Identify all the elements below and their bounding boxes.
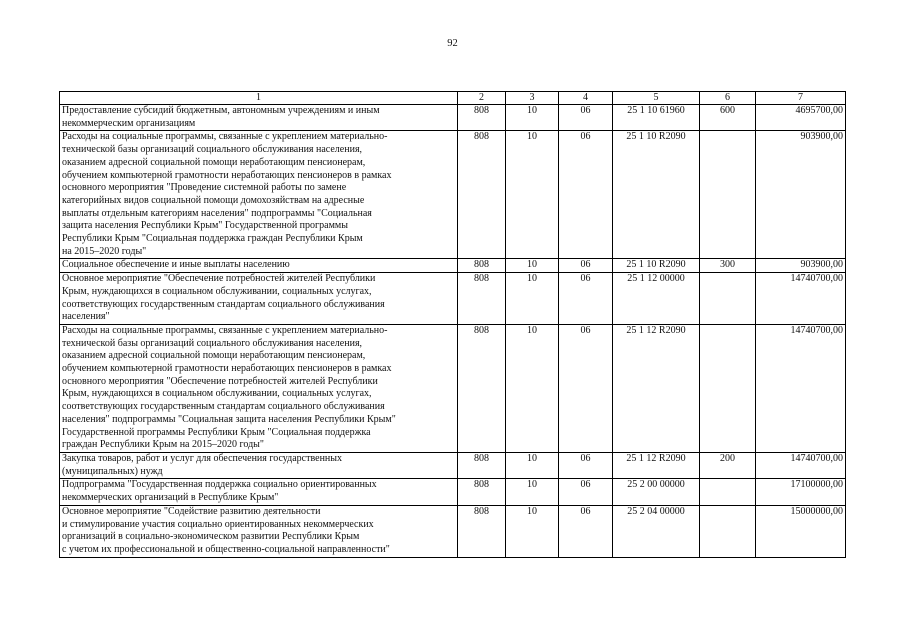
header-cell: 5 bbox=[613, 92, 700, 105]
row-subsection: 06 bbox=[559, 105, 613, 131]
row-section: 10 bbox=[506, 452, 559, 478]
row-amount: 903900,00 bbox=[756, 131, 846, 259]
row-subsection: 06 bbox=[559, 505, 613, 557]
row-section: 10 bbox=[506, 505, 559, 557]
row-expense-type bbox=[700, 273, 756, 325]
row-expense-type: 200 bbox=[700, 452, 756, 478]
row-description: Подпрограмма "Государственная поддержка социально ориентированных некоммерческих организаций в Республике Крым" bbox=[60, 479, 458, 505]
row-amount: 14740700,00 bbox=[756, 324, 846, 452]
table-row bbox=[60, 452, 846, 478]
row-section: 10 bbox=[506, 131, 559, 259]
row-section: 10 bbox=[506, 324, 559, 452]
row-code: 808 bbox=[458, 273, 506, 325]
row-target: 25 2 04 00000 bbox=[613, 505, 700, 557]
header-cell: 1 bbox=[60, 92, 458, 105]
page-number: 92 bbox=[447, 38, 458, 49]
row-target: 25 1 10 R2090 bbox=[613, 259, 700, 273]
row-expense-type bbox=[700, 505, 756, 557]
row-expense-type: 600 bbox=[700, 105, 756, 131]
row-expense-type bbox=[700, 324, 756, 452]
row-description: Расходы на социальные программы, связанные с укреплением материально- технической базы организаций социального обслуживания населения, оказанием адресной социальной помощи неработающим пенсионерам, обучением компьютерной грамотности неработающих пенсионеров в рамках основного мероприятия "Проведение системной работы по замене категорийных видов социальной помощи домохозяйствам на адресные выплаты отдельным категориям населения" подпрограммы "Социальная защита населения Республики Крым" Государственной программы Республики Крым "Социальная поддержка граждан Республики Крым на 2015–2020 годы" bbox=[60, 131, 458, 259]
row-amount: 14740700,00 bbox=[756, 452, 846, 478]
budget-table bbox=[59, 91, 846, 558]
header-cell: 6 bbox=[700, 92, 756, 105]
row-description: Основное мероприятие "Содействие развитию деятельности и стимулирование участия социально ориентированных некоммерческих организаций в социально-экономическом развитии Республики Крым с учетом их профессиональной и общественно-социальной направленности" bbox=[60, 505, 458, 557]
row-subsection: 06 bbox=[559, 131, 613, 259]
row-amount: 4695700,00 bbox=[756, 105, 846, 131]
table-row bbox=[60, 273, 846, 325]
header-cell: 7 bbox=[756, 92, 846, 105]
header-cell: 2 bbox=[458, 92, 506, 105]
header-cell: 4 bbox=[559, 92, 613, 105]
row-code: 808 bbox=[458, 479, 506, 505]
row-description: Закупка товаров, работ и услуг для обеспечения государственных (муниципальных) нужд bbox=[60, 452, 458, 478]
row-section: 10 bbox=[506, 273, 559, 325]
row-amount: 903900,00 bbox=[756, 259, 846, 273]
row-subsection: 06 bbox=[559, 259, 613, 273]
table-row bbox=[60, 505, 846, 557]
row-target: 25 1 12 00000 bbox=[613, 273, 700, 325]
row-target: 25 1 10 R2090 bbox=[613, 131, 700, 259]
row-description: Расходы на социальные программы, связанные с укреплением материально- технической базы организаций социального обслуживания населения, оказанием адресной социальной помощи неработающим пенсионерам, обучением компьютерной грамотности неработающих пенсионеров в рамках основного мероприятия "Обеспечение потребностей жителей Республики Крым, нуждающихся в социальном обслуживании, социальных услугах, соответствующих государственным стандартам социального обслуживания населения" подпрограммы "Социальная защита населения Республики Крым" Государственной программы Республики Крым "Социальная поддержка граждан Республики Крым на 2015–2020 годы" bbox=[60, 324, 458, 452]
row-subsection: 06 bbox=[559, 479, 613, 505]
row-amount: 14740700,00 bbox=[756, 273, 846, 325]
row-target: 25 1 12 R2090 bbox=[613, 324, 700, 452]
row-subsection: 06 bbox=[559, 452, 613, 478]
row-section: 10 bbox=[506, 259, 559, 273]
row-expense-type bbox=[700, 131, 756, 259]
table-row bbox=[60, 324, 846, 452]
row-section: 10 bbox=[506, 105, 559, 131]
row-code: 808 bbox=[458, 505, 506, 557]
row-expense-type: 300 bbox=[700, 259, 756, 273]
row-code: 808 bbox=[458, 452, 506, 478]
row-expense-type bbox=[700, 479, 756, 505]
row-target: 25 1 10 61960 bbox=[613, 105, 700, 131]
row-description: Социальное обеспечение и иные выплаты населению bbox=[60, 259, 458, 273]
row-code: 808 bbox=[458, 324, 506, 452]
row-description: Основное мероприятие "Обеспечение потребностей жителей Республики Крым, нуждающихся в социальном обслуживании, социальных услугах, соответствующих государственным стандартам социального обслуживания населения" bbox=[60, 273, 458, 325]
row-target: 25 2 00 00000 bbox=[613, 479, 700, 505]
row-description: Предоставление субсидий бюджетным, автономным учреждениям и иным некоммерческим организациям bbox=[60, 105, 458, 131]
row-amount: 17100000,00 bbox=[756, 479, 846, 505]
header-row bbox=[60, 92, 846, 105]
row-code: 808 bbox=[458, 105, 506, 131]
row-amount: 15000000,00 bbox=[756, 505, 846, 557]
row-code: 808 bbox=[458, 259, 506, 273]
row-code: 808 bbox=[458, 131, 506, 259]
header-cell: 3 bbox=[506, 92, 559, 105]
table-row bbox=[60, 479, 846, 505]
table-row bbox=[60, 131, 846, 259]
row-section: 10 bbox=[506, 479, 559, 505]
table-row bbox=[60, 105, 846, 131]
row-subsection: 06 bbox=[559, 273, 613, 325]
table-row bbox=[60, 259, 846, 273]
row-target: 25 1 12 R2090 bbox=[613, 452, 700, 478]
row-subsection: 06 bbox=[559, 324, 613, 452]
